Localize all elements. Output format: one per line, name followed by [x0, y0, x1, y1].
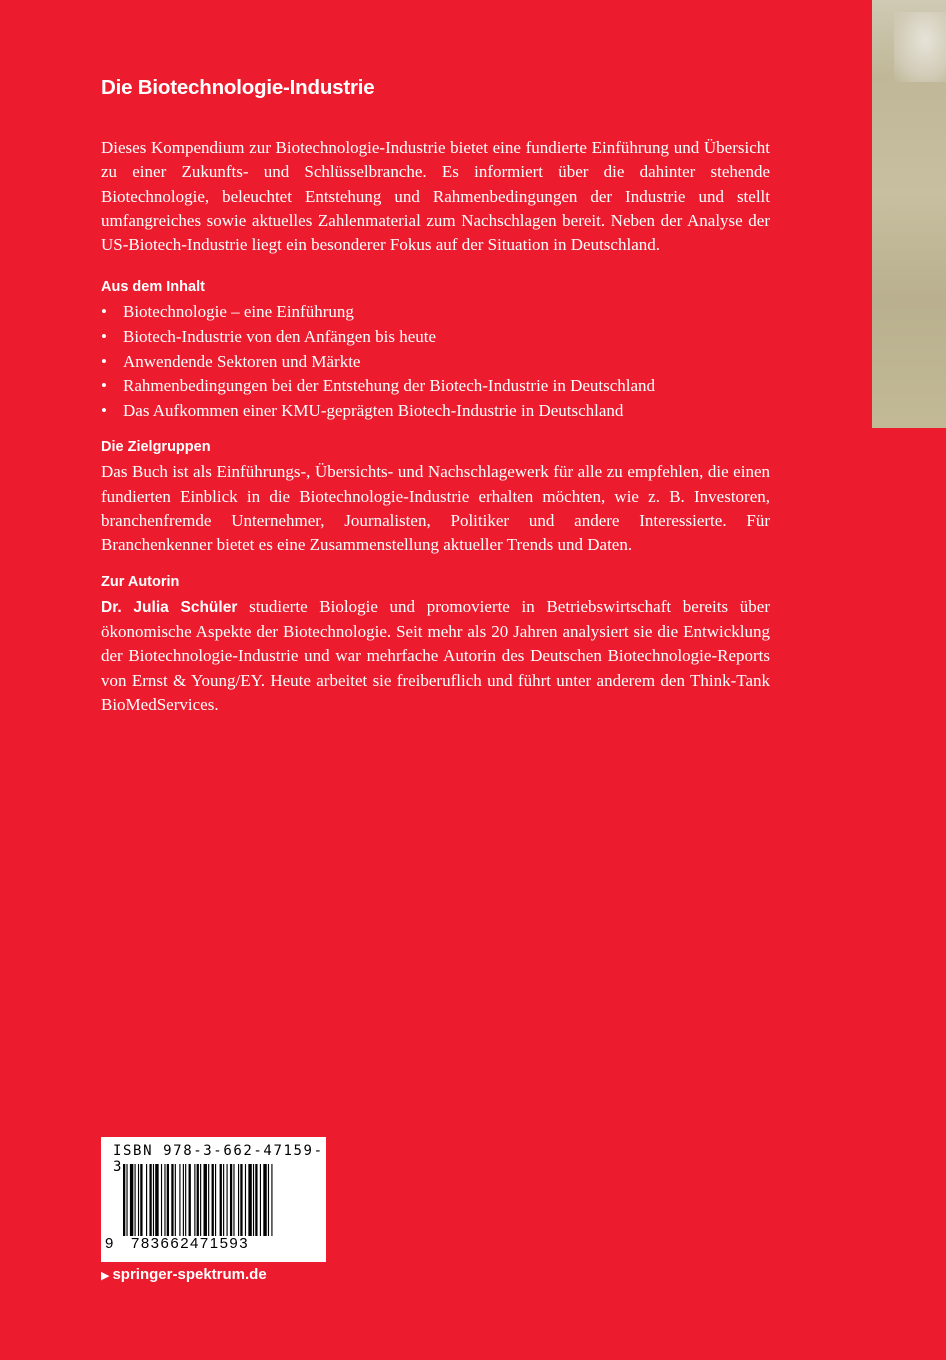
author-name: Dr. Julia Schüler [101, 598, 238, 616]
arrow-icon: ▶ [101, 1270, 110, 1282]
barcode-bar [123, 1164, 125, 1236]
contents-list [101, 300, 770, 423]
barcode-bar [175, 1164, 176, 1236]
bullet-icon: • [101, 351, 107, 371]
barcode-bar [248, 1164, 251, 1236]
bullet-icon: • [101, 400, 107, 420]
barcode-bar [200, 1164, 201, 1236]
barcode-bar [185, 1164, 186, 1236]
isbn-label: ISBN 978-3-662-47159-3 [113, 1143, 324, 1175]
barcode-bar [238, 1164, 239, 1236]
bullet-icon: • [101, 327, 107, 347]
barcode-bar [149, 1164, 151, 1236]
list-item: • Biotech-Industrie von den Anfängen bis heute [101, 325, 770, 350]
bullet-icon: • [101, 302, 107, 322]
barcode-bar [130, 1164, 133, 1236]
barcode-bar [140, 1164, 142, 1236]
audience-paragraph: Das Buch ist als Einführungs-, Übersichts- und Nachschlagewerk für alle zu empfehlen, die einen fundierten Einblick in die Biotechnologie-Industrie erhalten möchten, wie z. B. Investoren, branchenfremde Unternehmer, Journalisten, Politiker und andere Interessierte. Für Branchenkenner bietet es eine Zusammenstellung aktueller Trends und Daten. [101, 462, 770, 555]
barcode-bar [212, 1164, 214, 1236]
barcode-bar [268, 1164, 269, 1236]
barcode-bar [179, 1164, 180, 1236]
barcode-bar [164, 1164, 165, 1236]
barcode-bar [138, 1164, 139, 1236]
barcode-bar [223, 1164, 224, 1236]
barcode-bar [227, 1164, 228, 1236]
intro-paragraph: Dieses Kompendium zur Biotechnologie-Industrie bietet eine fundierte Einführung und Übersicht zu einer Zukunfts- und Schlüsselbranche. Es informiert über die dahinter stehende Biotechnologie, beleuchtet Entstehung und Rahmenbedingungen der Industrie und stellt umfangreiches sowie aktuelles Zahlenmaterial zum Nachschlagen bereit. Neben der Analyse der US-Biotech-Industrie liegt ein besonderer Fokus auf der Situation in Deutschland. [101, 138, 770, 255]
barcode-bar [189, 1164, 191, 1236]
barcode-bar [204, 1164, 207, 1236]
barcode-bar [155, 1164, 158, 1236]
barcode-bar [167, 1164, 169, 1236]
barcode-bar [260, 1164, 261, 1236]
author-paragraph [101, 595, 770, 717]
list-item: • Rahmenbedingungen bei der Entstehung der Biotech-Industrie in Deutschland [101, 374, 770, 399]
barcode-bar [208, 1164, 209, 1236]
barcode-bar [171, 1164, 173, 1236]
barcode-bar [135, 1164, 136, 1236]
author-heading: Zur Autorin [101, 573, 180, 590]
barcode-bar [240, 1164, 242, 1236]
barcode-bar [153, 1164, 154, 1236]
barcode-bar [220, 1164, 222, 1236]
ean-digits: 783662471593 [131, 1235, 250, 1252]
list-item: • Das Aufkommen einer KMU-geprägten Biotech-Industrie in Deutschland [101, 399, 770, 424]
barcode-bars [123, 1164, 319, 1236]
author-bio: studierte Biologie und promovierte in Betriebswirtschaft bereits über ökonomische Aspekte der Biotechnologie. Seit mehr als 20 Jahren analysiert sie die Entwicklung der Biotechnologie-Industrie und war mehrfache Autorin des Deutschen Biotechnologie-Reports von Ernst & Young/EY. Heute arbeitet sie freiberuflich und führt unter anderem den Think-Tank BioMedServices. [101, 596, 771, 714]
bullet-icon: • [101, 376, 107, 396]
barcode-bar [126, 1164, 127, 1236]
list-item: • Anwendende Sektoren und Märkte [101, 350, 770, 375]
contents-heading: Aus dem Inhalt [101, 279, 205, 296]
ean-first-digit: 9 [105, 1235, 114, 1252]
list-item: • Biotechnologie – eine Einführung [101, 300, 770, 325]
barcode-bar [197, 1164, 199, 1236]
photo-highlight [894, 12, 946, 82]
barcode-bar [215, 1164, 216, 1236]
cover-photo-edge [872, 0, 946, 428]
page-title: Die Biotechnologie-Industrie [101, 76, 375, 99]
barcode-bar [271, 1164, 272, 1236]
barcode-bar [255, 1164, 257, 1236]
back-cover-text [101, 76, 770, 717]
barcode-bar [230, 1164, 232, 1236]
barcode-bar [146, 1164, 147, 1236]
barcode-bar [245, 1164, 246, 1236]
publisher-link[interactable] [101, 1266, 267, 1283]
barcode-bar [194, 1164, 195, 1236]
audience-heading: Die Zielgruppen [101, 439, 211, 456]
barcode-bar [161, 1164, 162, 1236]
publisher-url: springer-spektrum.de [112, 1266, 267, 1283]
barcode-bar [253, 1164, 254, 1236]
isbn-barcode [101, 1137, 326, 1262]
barcode-bar [233, 1164, 234, 1236]
barcode-bar [183, 1164, 184, 1236]
barcode-bar [263, 1164, 266, 1236]
